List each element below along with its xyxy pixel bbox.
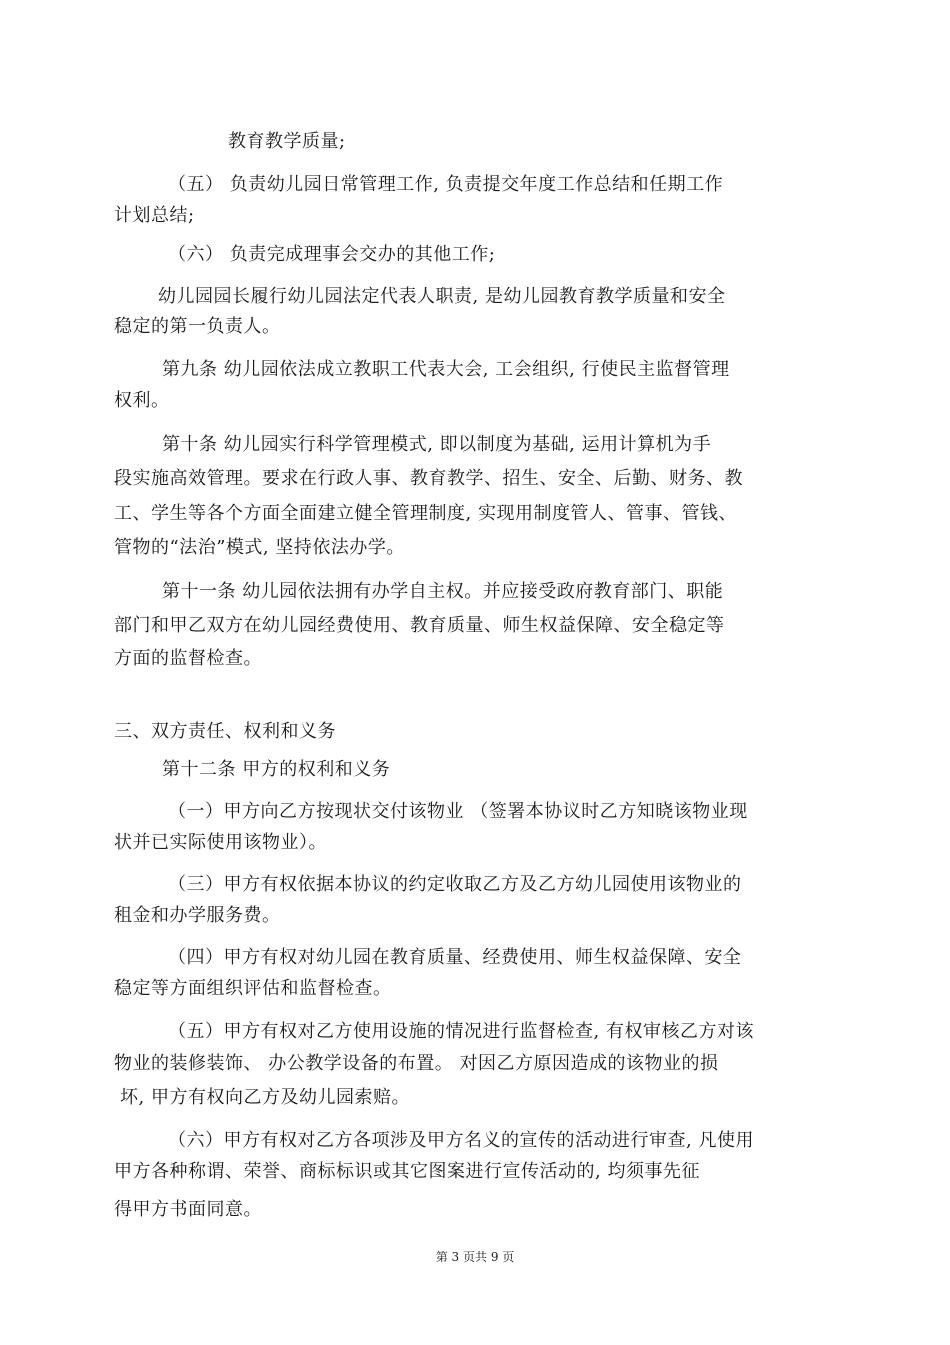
text-line: 段实施高效管理。要求在行政人事、教育教学、招生、安全、后勤、财务、教 [114, 468, 743, 489]
text-line: （五） 负责幼儿园日常管理工作, 负责提交年度工作总结和任期工作 [168, 174, 724, 195]
text-line: 管物的“法治”模式, 坚持依法办学。 [114, 537, 405, 558]
text-line: 物业的装修装饰、 办公教学设备的布置。 对因乙方原因造成的该物业的损 [114, 1053, 719, 1074]
text-line: （五）甲方有权对乙方使用设施的情况进行监督检查, 有权审核乙方对该 [168, 1021, 754, 1042]
text-line: 部门和甲乙双方在幼儿园经费使用、教育质量、师生权益保障、安全稳定等 [114, 615, 725, 636]
text-line: 第十二条 甲方的权利和义务 [162, 759, 391, 780]
text-line: （六）甲方有权对乙方各项涉及甲方名义的宣传的活动进行审查, 凡使用 [168, 1130, 754, 1151]
text-line: （三）甲方有权依据本协议的约定收取乙方及乙方幼儿园使用该物业的 [168, 874, 742, 895]
page-footer: 第 3 页共 9 页 [435, 1250, 515, 1264]
text-line: 第十一条 幼儿园依法拥有办学自主权。并应接受政府教育部门、职能 [162, 581, 724, 602]
text-line: 计划总结; [114, 205, 195, 226]
text-line: 教育教学质量; [228, 131, 346, 152]
text-line: （四）甲方有权对幼儿园在教育质量、经费使用、师生权益保障、安全 [168, 947, 742, 968]
text-line: 甲方各种称谓、荣誉、商标标识或其它图案进行宣传活动的, 均须事先征 [114, 1161, 700, 1182]
text-line: 租金和办学服务费。 [114, 905, 281, 926]
text-line: 坏, 甲方有权向乙方及幼儿园索赔。 [120, 1087, 410, 1108]
text-line: （一）甲方向乙方按现状交付该物业 （签署本协议时乙方知晓该物业现 [168, 801, 748, 822]
text-line: （六） 负责完成理事会交办的其他工作; [168, 244, 496, 265]
text-line: 第十条 幼儿园实行科学管理模式, 即以制度为基础, 运用计算机为手 [162, 434, 712, 455]
text-line: 稳定的第一负责人。 [114, 316, 281, 337]
section-heading: 三、双方责任、权利和义务 [114, 721, 336, 742]
text-line: 状并已实际使用该物业）。 [114, 832, 327, 853]
text-line: 幼儿园园长履行幼儿园法定代表人职责, 是幼儿园教育教学质量和安全 [158, 286, 726, 307]
text-line: 稳定等方面组织评估和监督检查。 [114, 978, 392, 999]
text-line: 工、学生等各个方面全面建立健全管理制度, 实现用制度管人、管事、管钱、 [114, 503, 737, 524]
text-line: 方面的监督检查。 [114, 648, 262, 669]
text-line: 权利。 [114, 390, 170, 411]
text-line: 第九条 幼儿园依法成立教职工代表大会, 工会组织, 行使民主监督管理 [162, 359, 730, 380]
text-line: 得甲方书面同意。 [114, 1199, 262, 1220]
